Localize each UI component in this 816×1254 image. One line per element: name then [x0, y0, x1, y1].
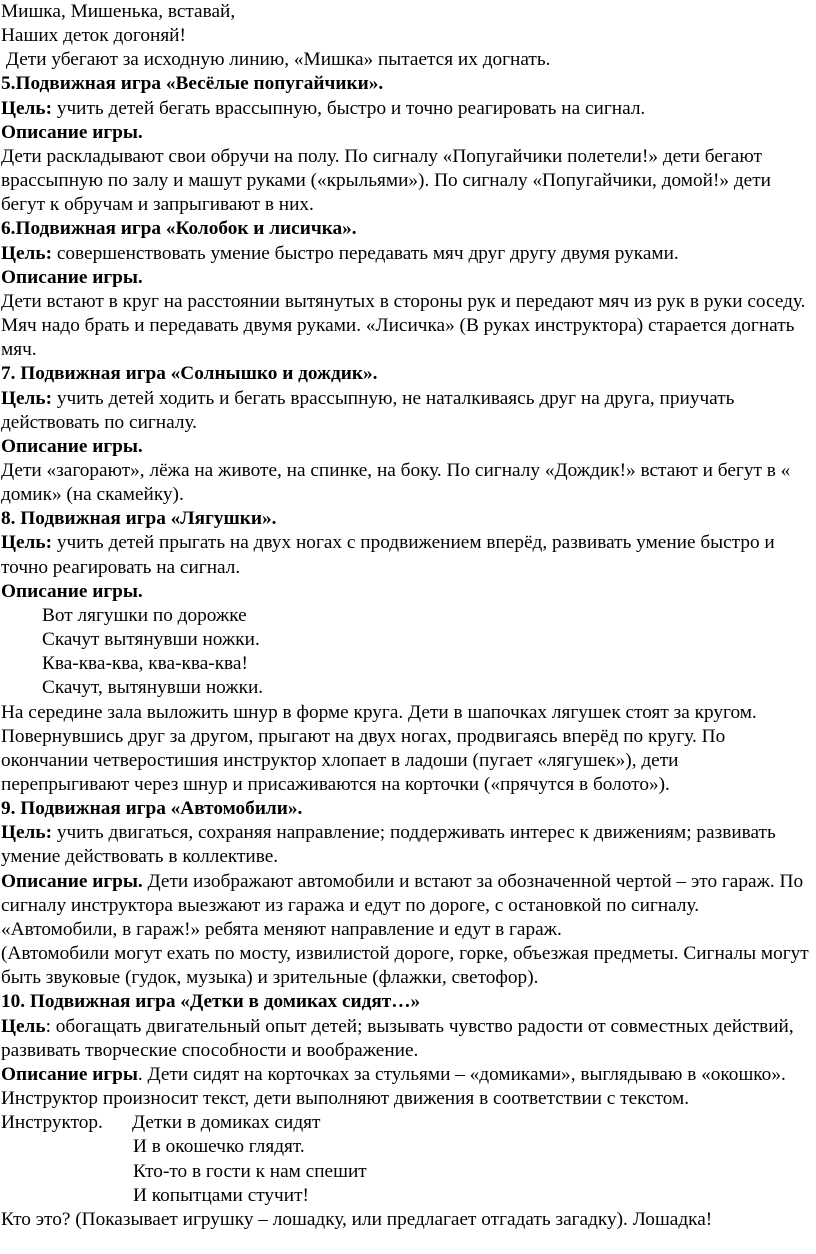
goal-paragraph [1, 1015, 811, 1063]
section-heading: 10. Подвижная игра «Детки в домиках сидят…» [1, 991, 421, 1013]
goal-label: Цель: [1, 242, 52, 264]
description-label: Описание игры. [1, 580, 143, 602]
goal-text: учить детей ходить и бегать врассыпную, не наталкиваясь друг на друга, приучать действовать по сигналу. [1, 387, 735, 433]
description-text: Дети раскладывают свои обручи на полу. По сигналу «Попугайчики полетели!» дети бегают врассыпную по залу и машут руками («крыльями»). По сигналу «Попугайчики, домой!» дети бегут к обручам и запрыгивают в них. [1, 145, 771, 216]
goal-label: Цель: [1, 387, 52, 409]
description-label: Описание игры [1, 1063, 138, 1085]
description-label: Описание игры. [1, 266, 143, 288]
goal-text: совершенствовать умение быстро передавать мяч друг другу двумя руками. [52, 242, 679, 264]
description-text: . Дети сидят на корточках за стульями – «домиками», выглядываю в «окошко». Инструктор произносит текст, дети выполняют движения в соответствии с текстом. [1, 1063, 786, 1110]
goal-text: учить детей бегать врассыпную, быстро и точно реагировать на сигнал. [52, 97, 646, 119]
description-label: Описание игры. [1, 121, 143, 143]
description-text: Дети изображают автомобили и встают за обозначенной чертой – это гараж. По сигналу инструктора выезжают из гаража и едут по дороге, с остановкой по сигналу. «Автомобили, в гараж!» ребята меняют направление и едут в гараж. [1, 870, 804, 940]
goal-paragraph [1, 97, 811, 121]
section-heading: 5.Подвижная игра «Весёлые попугайчики». [1, 73, 384, 95]
speaker-line [1, 1111, 811, 1135]
description-label: Описание игры. [1, 870, 143, 892]
goal-paragraph [1, 387, 811, 435]
description-text: Дети встают в круг на расстоянии вытянутых в стороны рук и передают мяч из рук в руки соседу. Мяч надо брать и передавать двумя руками. «Лисичка» (В руках инструктора) старается догнать мяч. [1, 290, 806, 361]
verse-line: Наших деток догоняй! [1, 25, 186, 47]
goal-text: учить детей прыгать на двух ногах с продвижением вперёд, развивать умение быстро и точно реагировать на сигнал. [1, 532, 775, 578]
description-paragraph [1, 870, 811, 942]
goal-text: : обогащать двигательный опыт детей; вызывать чувство радости от совместных действий, развивать творческие способности и воображение. [1, 1015, 794, 1061]
poem-line: И копытцами стучит! [133, 1184, 309, 1206]
goal-label: Цель: [1, 532, 52, 554]
verse-line: Мишка, Мишенька, вставай, [1, 1, 236, 22]
poem-line: Кто-то в гости к нам спешит [133, 1160, 367, 1182]
section-heading: 7. Подвижная игра «Солнышко и дождик». [1, 363, 378, 385]
section-heading: 6.Подвижная игра «Колобок и лисичка». [1, 218, 357, 240]
poem-line: Вот лягушки по дорожке [42, 604, 247, 626]
section-heading: 9. Подвижная игра «Автомобили». [1, 798, 303, 820]
poem-line: Скачут вытянувши ножки. [42, 629, 260, 651]
paragraph: Дети убегают за исходную линию, «Мишка» пытается их догнать. [1, 49, 551, 71]
note-paragraph: (Автомобили могут ехать по мосту, извилистой дороге, горке, объезжая предметы. Сигналы могут быть звуковые (гудок, музыка) и зрительные (флажки, светофор). [1, 943, 809, 989]
goal-paragraph [1, 821, 811, 869]
poem-line: Ква-ква-ква, ква-ква-ква! [42, 653, 248, 675]
poem-line: И в окошечко глядят. [133, 1136, 305, 1158]
goal-text: учить двигаться, сохраняя направление; поддерживать интерес к движениям; развивать умение действовать в коллективе. [1, 822, 776, 868]
description-label: Описание игры. [1, 435, 143, 457]
poem-line: Детки в домиках сидят [132, 1112, 321, 1134]
goal-label: Цель: [1, 97, 52, 119]
description-text: Дети «загорают», лёжа на животе, на спинке, на боку. По сигналу «Дождик!» встают и бегут в « домик» (на скамейку). [1, 459, 791, 506]
goal-label: Цель [1, 1015, 46, 1037]
goal-paragraph [1, 242, 811, 266]
description-text: На середине зала выложить шнур в форме круга. Дети в шапочках лягушек стоят за кругом. Повернувшись друг за другом, прыгают на двух ногах, продвигаясь вперёд по кругу. По окончании четверостишия инструктор хлопает в ладоши (пугает «лягушек»), дети перепрыгивают через шнур и присаживаются на корточки («прячутся в болото»). [1, 701, 757, 795]
section-heading: 8. Подвижная игра «Лягушки». [1, 508, 277, 530]
closing-paragraph: Кто это? (Показывает игрушку – лошадку, или предлагает отгадать загадку). Лошадка! [1, 1208, 713, 1230]
goal-paragraph [1, 531, 811, 579]
poem-line: Скачут, вытянувши ножки. [42, 677, 264, 699]
goal-label: Цель: [1, 822, 52, 844]
speaker-label: Инструктор. [1, 1112, 103, 1134]
description-paragraph [1, 1063, 811, 1111]
